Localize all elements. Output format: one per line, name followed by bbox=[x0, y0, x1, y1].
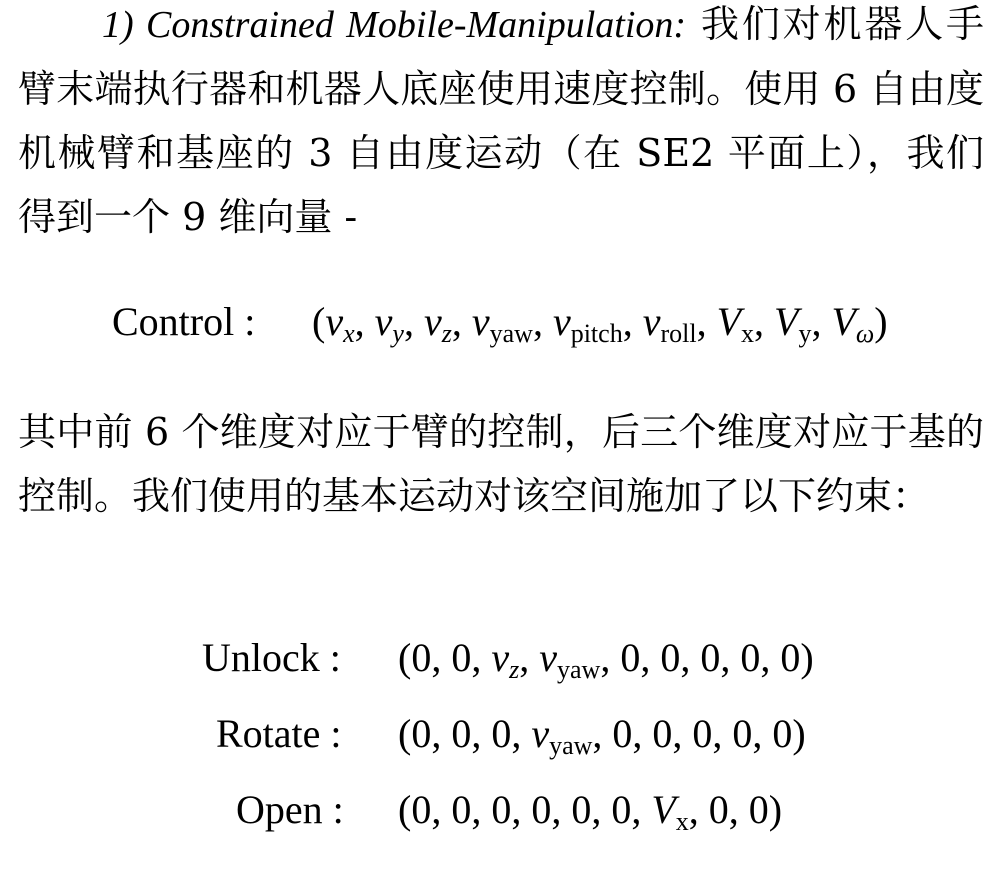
section-heading: 1) Constrained Mobile-Manipulation: bbox=[102, 4, 687, 46]
control-equation-vector: ($v_x$, $v_y$, $v_z$, $v_{yaw}$, $v_{pitch}$, $v_{roll}$, $V_x$, $V_y$, $V_\omega$) bbox=[312, 299, 888, 348]
constraint-vector-rotate: (0, 0, 0, $v_{yaw}$, 0, 0, 0, 0, 0) bbox=[398, 711, 806, 760]
control-equation-label: Control : bbox=[112, 299, 256, 344]
intro-text: 我们对机器人手臂末端执行器和机器人底座使用速度控制。使用 6 自由度机械臂和基座的 3 自由度运动（在 SE2 平面上），我们得到一个 9 维向量 - bbox=[18, 2, 984, 239]
constraint-vector-open: (0, 0, 0, 0, 0, 0, $V_x$, 0, 0) bbox=[398, 787, 783, 836]
middle-block bbox=[18, 400, 984, 528]
constraint-label-unlock: Unlock : bbox=[202, 635, 341, 680]
constraint-label-rotate: Rotate : bbox=[216, 711, 342, 756]
constraint-label-open: Open : bbox=[236, 787, 344, 832]
constraint-vector-unlock: (0, 0, $v_z$, $v_{yaw}$, 0, 0, 0, 0, 0) bbox=[398, 635, 814, 684]
paper-page bbox=[18, 0, 984, 249]
middle-paragraph: 其中前 6 个维度对应于臂的控制，后三个维度对应于基的控制。我们使用的基本运动对该空间施加了以下约束： bbox=[18, 410, 984, 518]
intro-paragraph bbox=[18, 0, 984, 249]
